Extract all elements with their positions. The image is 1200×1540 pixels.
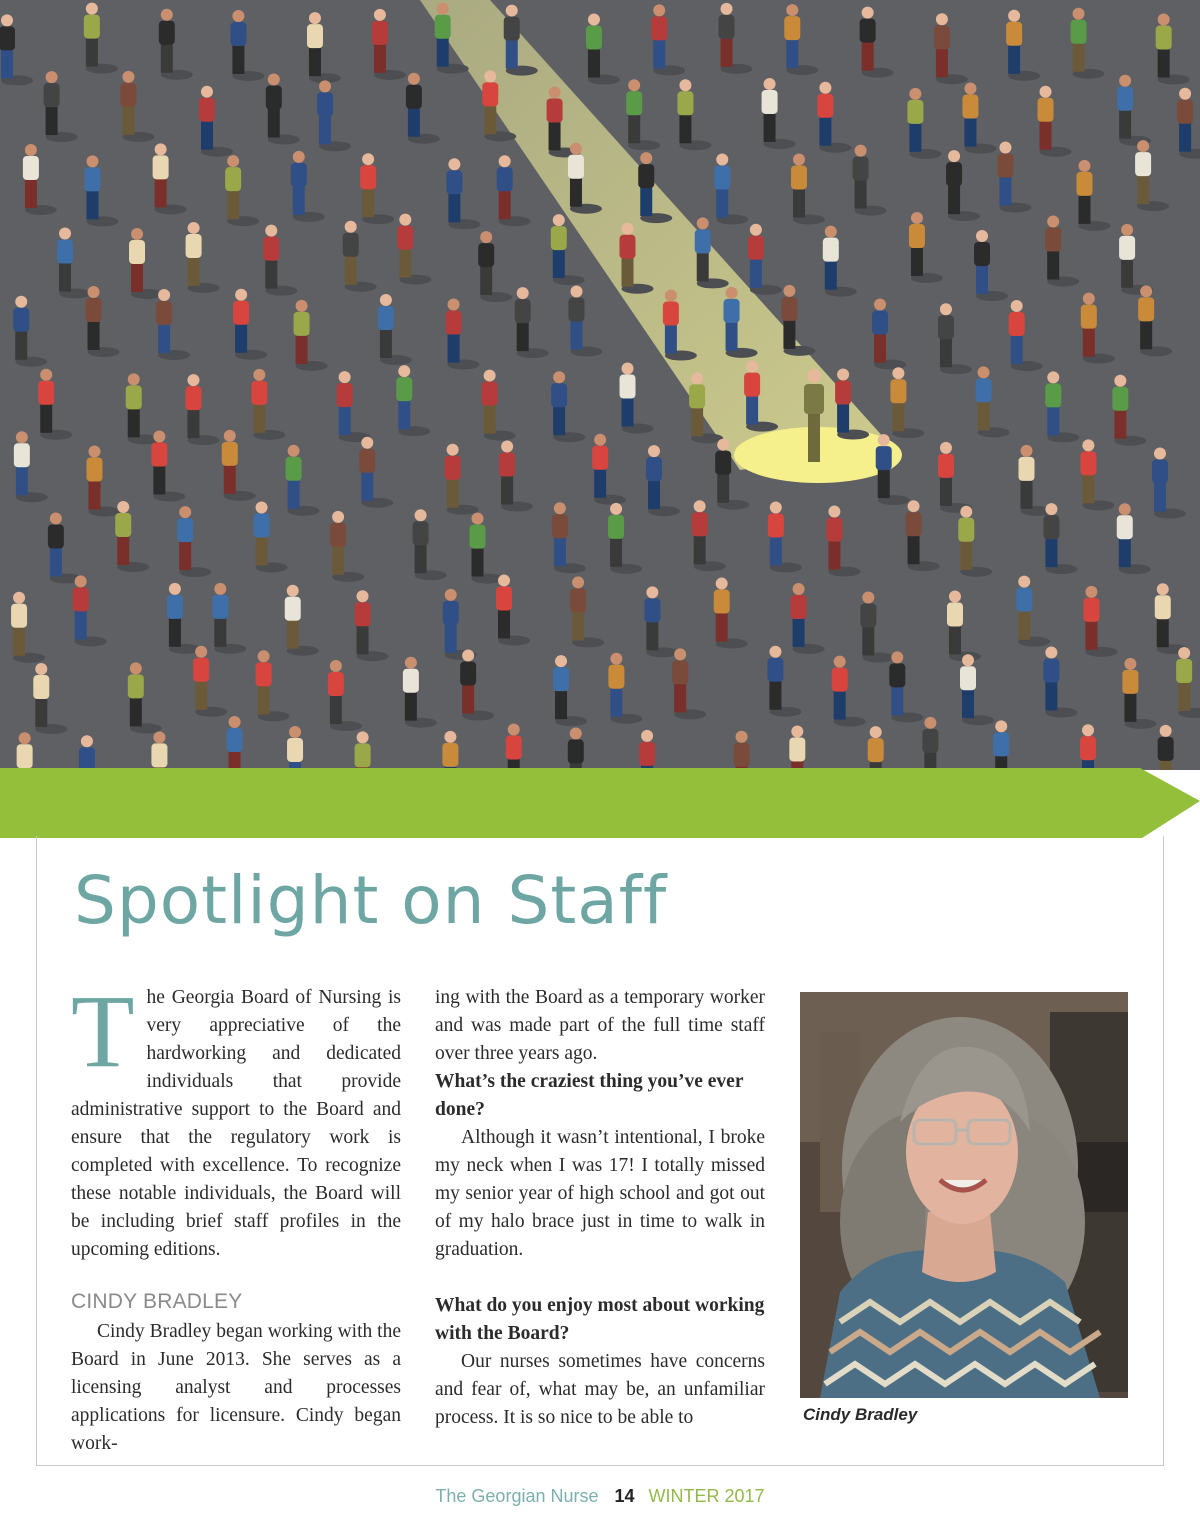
portrait-photo — [800, 992, 1128, 1398]
profile-paragraph: Cindy Bradley began working with the Board in June 2013. She serves as a licensing analyst and processes applications for licensure. Cindy began work- — [71, 1321, 401, 1454]
drop-cap: T — [71, 974, 135, 1089]
answer-enjoy-most: Our nurses sometimes have concerns and fear of, what may be, an unfamiliar process. It is so nice to be able to — [435, 1351, 765, 1428]
profile-paragraph-continued: ing with the Board as a temporary worker and was made part of the full time staff over three years ago. — [435, 987, 765, 1064]
profile-name-heading: CINDY BRADLEY — [71, 1290, 243, 1313]
intro-text: he Georgia Board of Nursing is very appreciative of the hardworking and dedicated individuals that provide administrative support to the Board and ensure that the regulatory work is completed with excellence. To recognize these notable individuals, the Board will be including brief staff profiles in the upcoming editions. — [71, 987, 401, 1260]
page-number: 14 — [614, 1486, 635, 1506]
article-column-1 — [71, 974, 401, 1458]
intro-paragraph — [71, 974, 401, 1264]
green-arrow-banner — [0, 768, 1200, 838]
article-column-2 — [435, 984, 765, 1432]
answer-craziest-thing: Although it wasn’t intentional, I broke my neck when I was 17! I totally missed my senior year of high school and got out of my halo brace just in time to walk in graduation. — [435, 1127, 765, 1260]
page-footer — [0, 1486, 1200, 1507]
question-enjoy-most: What do you enjoy most about working with the Board? — [435, 1295, 765, 1344]
question-craziest-thing: What’s the craziest thing you’ve ever done? — [435, 1071, 744, 1120]
issue-label: WINTER 2017 — [648, 1486, 765, 1506]
photo-caption: Cindy Bradley — [803, 1405, 918, 1424]
article-title: Spotlight on Staff — [74, 862, 668, 939]
portrait-illustration — [800, 992, 1128, 1398]
publication-name: The Georgian Nurse — [435, 1486, 599, 1506]
